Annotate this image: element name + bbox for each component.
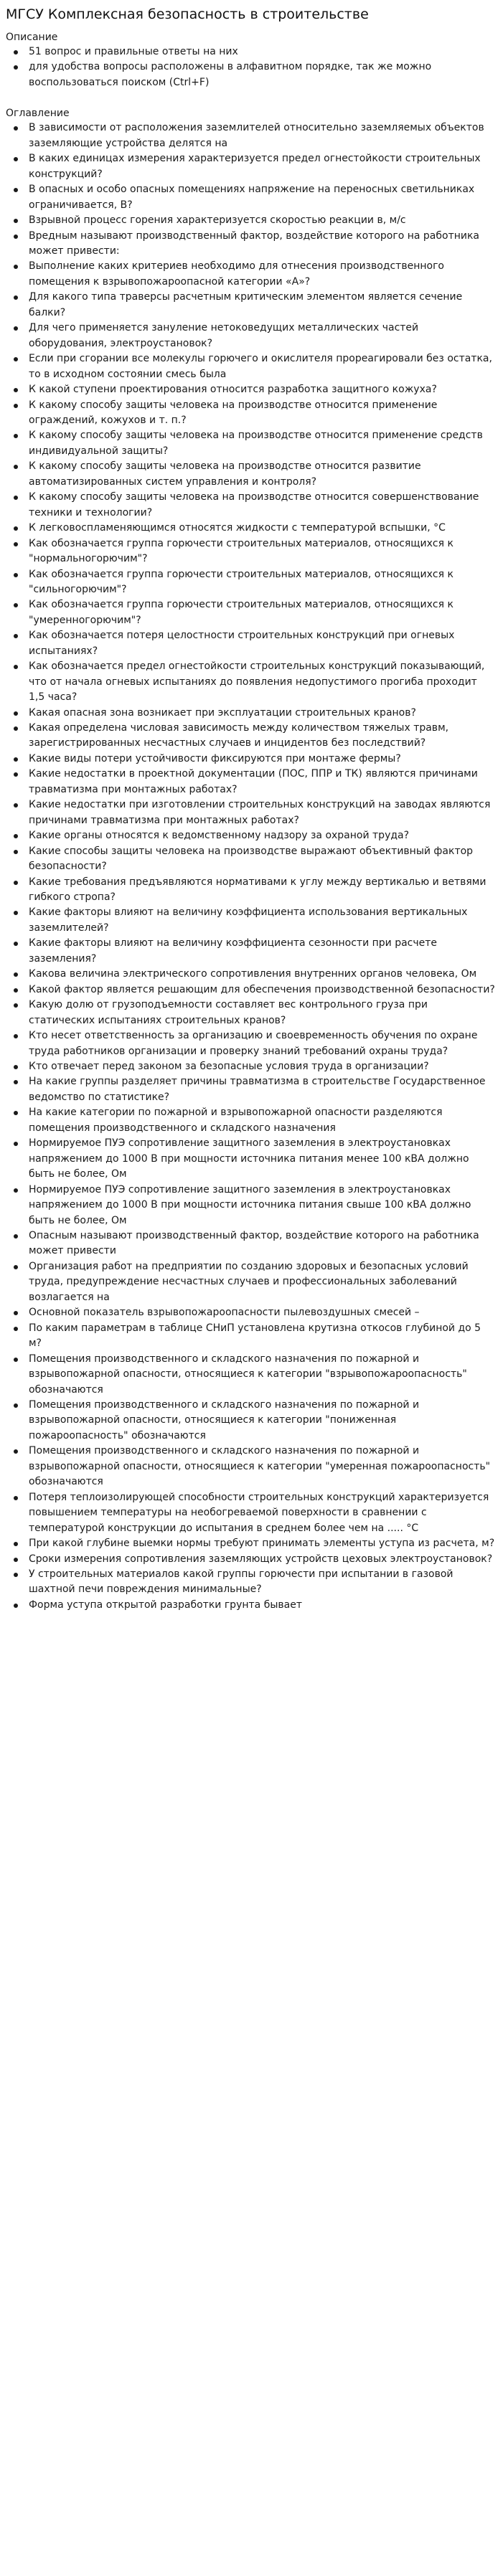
toc-link[interactable]: Какие органы относятся к ведомственному надзору за охраной труда? (29, 830, 410, 842)
toc-item (29, 536, 496, 567)
toc-item (29, 229, 496, 260)
toc-item (29, 120, 496, 151)
toc-item (29, 1536, 496, 1551)
toc-item (29, 797, 496, 828)
toc-item (29, 828, 496, 843)
toc-item (29, 844, 496, 875)
description-heading: Описание (6, 32, 58, 43)
toc-item (29, 321, 496, 351)
toc-link[interactable]: Какова величина электрического сопротивления внутренних органов человека, Ом (29, 968, 477, 980)
description-list (6, 44, 496, 90)
toc-item (29, 398, 496, 429)
toc-link[interactable]: Форма уступа открытой разработки грунта бывает (29, 1599, 302, 1611)
toc-link[interactable]: В каких единицах измерения характеризуется предел огнестойкости строительных конструкций? (29, 153, 481, 180)
toc-link[interactable]: К какому способу защиты человека на производстве относится развитие автоматизированных систем управления и контроля? (29, 460, 421, 488)
toc-section (6, 106, 496, 1613)
toc-link[interactable]: Как обозначается предел огнестойкости строительных конструкций показывающий, что от начала огневых испытаниях до появления недопустимого прогиба проходит 1,5 часа? (29, 660, 485, 704)
toc-link[interactable]: В опасных и особо опасных помещениях напряжение на переносных светильниках ограничивается, В? (29, 184, 475, 211)
toc-link[interactable]: В зависимости от расположения заземлителей относительно заземляемых объектов заземляющие устройства делятся на (29, 122, 484, 149)
toc-link[interactable]: Какие факторы влияют на величину коэффициента сезонности при расчете заземления? (29, 937, 438, 965)
toc-link[interactable]: Организация работ на предприятии по созданию здоровых и безопасных условий труда, предупреждение несчастных случаев и профессиональных заболеваний возлагается на (29, 1260, 469, 1303)
toc-item (29, 521, 496, 536)
toc-link[interactable]: К какому способу защиты человека на производстве относится применение ограждений, кожухов и т. п.? (29, 399, 438, 426)
toc-link[interactable]: Как обозначается группа горючести строительных материалов, относящихся к "сильногорючим"? (29, 568, 453, 595)
toc-item (29, 982, 496, 998)
toc-link[interactable]: Как обозначается группа горючести строительных материалов, относящихся к "нормальногорючим"? (29, 537, 453, 565)
toc-link[interactable]: Выполнение каких критериев необходимо для отнесения производственного помещения к взрывопожароопасной категории «А»? (29, 260, 444, 288)
toc-link[interactable]: К какой ступени проектирования относится разработка защитного кожуха? (29, 384, 437, 396)
toc-link[interactable]: Помещения производственного и складского назначения по пожарной и взрывопожарной опасности, относящиеся к категории "пониженная пожароопасность" обозначаются (29, 1398, 420, 1441)
toc-item (29, 752, 496, 767)
toc-link[interactable]: Помещения производственного и складского назначения по пожарной и взрывопожарной опасности, относящиеся к категории "взрывопожароопасность" обозначаются (29, 1353, 467, 1396)
toc-link[interactable]: Основной показатель взрывопожароопасности пылевоздушных смесей – (29, 1307, 420, 1319)
toc-item (29, 1028, 496, 1059)
toc-link[interactable]: Если при сгорании все молекулы горючего и окислителя прореагировали без остатка, то в исходном состоянии смесь была (29, 353, 492, 380)
toc-item (29, 1352, 496, 1398)
toc-link[interactable]: Какую долю от грузоподъемности составляет вес контрольного груза при статических испытаниях строительных кранов? (29, 999, 428, 1026)
toc-item (29, 382, 496, 397)
toc-item (29, 428, 496, 459)
toc-item (29, 1228, 496, 1259)
toc-item (29, 259, 496, 290)
toc-link[interactable]: У строительных материалов какой группы горючести при испытании в газовой шахтной печи повреждения минимальные? (29, 1568, 453, 1596)
toc-link[interactable]: Кто несет ответственность за организацию и своевременность обучения по охране труда работников организации и проверку знаний требований охраны труда? (29, 1030, 478, 1057)
toc-link[interactable]: Какая определена числовая зависимость между количеством тяжелых травм, зарегистрированных несчастных случаев и инцидентов без последствий? (29, 722, 449, 749)
toc-item (29, 1552, 496, 1567)
toc-item (29, 659, 496, 705)
toc-link[interactable]: На какие группы разделяет причины травматизма в строительстве Государственное ведомство по статистике? (29, 1076, 486, 1103)
toc-item (29, 1059, 496, 1074)
toc-item (29, 351, 496, 382)
toc-item (29, 1398, 496, 1444)
toc-link[interactable]: При какой глубине выемки нормы требуют принимать элементы уступа из расчета, м? (29, 1538, 495, 1550)
toc-list (6, 120, 496, 1613)
toc-link[interactable]: Какие недостатки при изготовлении строительных конструкций на заводах являются причинами травматизма при монтажных работах? (29, 799, 491, 826)
toc-item (29, 490, 496, 521)
page-title: МГСУ Комплексная безопасность в строительстве (6, 6, 369, 22)
toc-item (29, 998, 496, 1028)
toc-item (29, 628, 496, 659)
toc-item (29, 936, 496, 967)
toc-link[interactable]: Какие недостатки в проектной документации (ПОС, ППР и ТК) являются причинами травматизма при монтажных работах? (29, 768, 478, 795)
toc-item (29, 875, 496, 906)
toc-link[interactable]: Вредным называют производственный фактор, воздействие которого на работника может привести: (29, 229, 480, 257)
toc-link[interactable]: На какие категории по пожарной и взрывопожарной опасности разделяются помещения производственного и складского назначения (29, 1107, 443, 1134)
toc-link[interactable]: Какие требования предъявляются нормативами к углу между вертикалью и ветвями гибкого стропа? (29, 876, 486, 904)
description-section (6, 30, 496, 90)
toc-link[interactable]: Какой фактор является решающим для обеспечения производственной безопасности? (29, 983, 495, 995)
toc-link[interactable]: Кто отвечает перед законом за безопасные условия труда в организации? (29, 1061, 429, 1072)
toc-item (29, 290, 496, 321)
toc-link[interactable]: К легковоспламеняющимся относятся жидкости с температурой вспышки, °С (29, 522, 446, 534)
toc-item (29, 1444, 496, 1490)
toc-link[interactable]: Как обозначается потеря целостности строительных конструкций при огневых испытаниях? (29, 630, 455, 657)
toc-link[interactable]: Нормируемое ПУЭ сопротивление защитного заземления в электроустановках напряжением до 1000 В при мощности источника питания менее 100 кВА должно быть не более, Ом (29, 1137, 469, 1180)
toc-heading: Оглавление (6, 108, 70, 120)
toc-item (29, 151, 496, 182)
toc-item (29, 721, 496, 752)
toc-link[interactable]: Какие факторы влияют на величину коэффициента использования вертикальных заземлителей? (29, 906, 468, 934)
toc-item (29, 1305, 496, 1320)
toc-item (29, 567, 496, 598)
toc-item (29, 1259, 496, 1305)
toc-link[interactable]: Помещения производственного и складского назначения по пожарной и взрывопожарной опасности, относящиеся к категории "умеренная пожароопасность" обозначаются (29, 1445, 491, 1488)
toc-item (29, 967, 496, 982)
toc-item (29, 182, 496, 213)
toc-item (29, 767, 496, 797)
toc-link[interactable]: По каким параметрам в таблице СНиП установлена крутизна откосов глубиной до 5 м? (29, 1322, 481, 1350)
toc-item (29, 1567, 496, 1598)
toc-item (29, 1136, 496, 1182)
toc-item (29, 905, 496, 936)
toc-item (29, 1183, 496, 1228)
toc-item (29, 706, 496, 721)
toc-item (29, 1105, 496, 1136)
toc-link[interactable]: Какая опасная зона возникает при эксплуатации строительных кранов? (29, 706, 416, 719)
toc-item (29, 213, 496, 228)
toc-link[interactable]: К какому способу защиты человека на производстве относится совершенствование техники и технологии? (29, 491, 479, 518)
toc-link[interactable]: Потеря теплоизолирующей способности строительных конструкций характеризуется повышением температуры на необогреваемой поверхности в сравнении с температурой конструкции до испытания в среднем более чем на ..... °С (29, 1491, 489, 1534)
toc-link[interactable]: Какие виды потери устойчивости фиксируются при монтаже фермы? (29, 752, 401, 764)
toc-link[interactable]: Для чего применяется зануление нетоковедущих металлических частей оборудования, электроустановок? (29, 322, 419, 349)
description-item: для удобства вопросы расположены в алфавитном порядке, так же можно воспользоваться поиском (Ctrl+F) (29, 60, 496, 90)
toc-link[interactable]: Взрывной процесс горения характеризуется скоростью реакции в, м/с (29, 214, 406, 227)
toc-link[interactable]: Как обозначается группа горючести строительных материалов, относящихся к "умеренногорючим"? (29, 599, 453, 626)
toc-link[interactable]: Сроки измерения сопротивления заземляющих устройств цеховых электроустановок? (29, 1553, 493, 1565)
toc-item (29, 1321, 496, 1352)
toc-link[interactable]: Для какого типа траверсы расчетным критическим элементом является сечение балки? (29, 291, 463, 318)
toc-item (29, 459, 496, 490)
toc-link[interactable]: Нормируемое ПУЭ сопротивление защитного заземления в электроустановках напряжением до 1000 В при мощности источника питания свыше 100 кВА должно быть не более, Ом (29, 1183, 471, 1226)
description-item: 51 вопрос и правильные ответы на них (29, 44, 496, 60)
toc-link[interactable]: Какие способы защиты человека на производстве выражают объективный фактор безопасности? (29, 845, 474, 873)
toc-link[interactable]: Опасным называют производственный фактор, воздействие которого на работника может привести (29, 1229, 479, 1257)
toc-item (29, 1598, 496, 1613)
toc-item (29, 597, 496, 628)
toc-link[interactable]: К какому способу защиты человека на производстве относится применение средств индивидуальной защиты? (29, 430, 483, 457)
toc-item (29, 1490, 496, 1536)
toc-item (29, 1074, 496, 1105)
